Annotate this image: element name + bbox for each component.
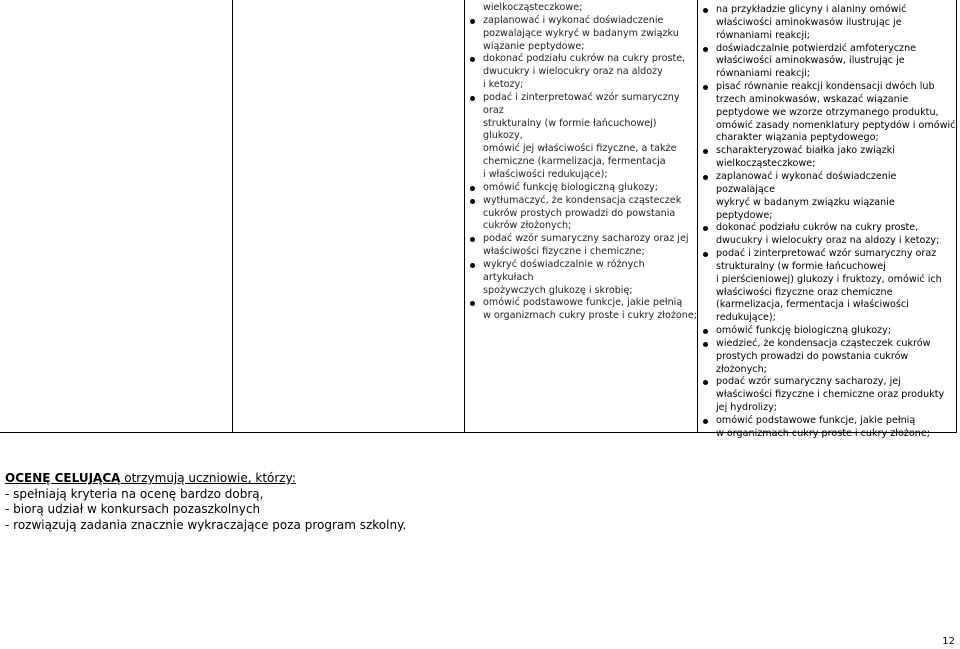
bullet-icon (703, 149, 708, 154)
bullet-icon (703, 226, 708, 231)
bullet-icon (470, 96, 475, 101)
list-item (465, 92, 697, 182)
middle-column-list (465, 15, 697, 323)
grade-section (5, 471, 406, 533)
list-item-text: doświadczalnie potwierdzić amfoteryczne właściwości aminokwasów, ilustrując je równaniami reakcji; (716, 42, 917, 80)
list-item-text: podać wzór sumaryczny sacharozy oraz jej właściwości fizyczne i chemiczne; (483, 233, 689, 258)
list-item-text: scharakteryzować białka jako związki wielkocząsteczkowe; (716, 145, 895, 170)
list-item (698, 338, 956, 377)
list-item (465, 233, 697, 259)
grade-heading-rest: otrzymują uczniowie, którzy: (120, 471, 296, 485)
list-item (698, 376, 956, 415)
list-item-text: omówić podstawowe funkcje, jakie pełnią w organizmach cukry proste i cukry złożone; (716, 415, 930, 439)
bullet-icon (703, 342, 708, 347)
list-item (465, 182, 697, 195)
list-item (465, 15, 697, 54)
right-column (698, 4, 956, 441)
list-item-text: podać i zinterpretować wzór sumaryczny oraz strukturalny (w formie łańcuchowej) glukozy, omówić jej właściwości fizyczne, a także chemiczne (karmelizacja, fermentacja i właściwości redukujące); (483, 91, 680, 180)
table-divider-left (232, 0, 233, 433)
list-item-text: podać wzór sumaryczny sacharozy, jej właściwości fizyczne i chemiczne oraz produkty jej hydrolizy; (716, 376, 945, 414)
list-item (698, 4, 956, 43)
page-number: 12 (942, 636, 955, 647)
bullet-icon (470, 186, 475, 191)
list-item (698, 222, 956, 248)
list-item (465, 297, 697, 323)
list-item-text: pisać równanie reakcji kondensacji dwóch lub trzech aminokwasów, wskazać wiązanie peptydowe we wzorze otrzymanego produktu, omówić zasady nomenklatury peptydów i omówić charakter wiązania peptydowego; (716, 81, 956, 144)
bullet-icon (470, 263, 475, 268)
list-item-text: wiedzieć, że kondensacja cząsteczek cukrów prostych prowadzi do powstania cukrów złożonych; (716, 337, 931, 375)
list-item (698, 43, 956, 82)
bullet-icon (703, 85, 708, 90)
list-item-text: dokonać podziału cukrów na cukry proste, dwucukry i wielocukry oraz na aldozy i ketozy; (483, 53, 686, 91)
list-item (698, 145, 956, 171)
grade-heading (5, 471, 406, 487)
bullet-icon (703, 329, 708, 334)
bullet-icon (703, 252, 708, 257)
list-item (465, 195, 697, 234)
grade-name: OCENĘ CELUJĄCĄ (5, 471, 121, 485)
bullet-icon (470, 19, 475, 24)
list-item-text: omówić funkcję biologiczną glukozy; (483, 181, 659, 193)
list-item (698, 171, 956, 222)
list-item (698, 81, 956, 145)
list-item (698, 248, 956, 325)
list-item (698, 415, 956, 441)
list-item (465, 53, 697, 92)
middle-column (465, 2, 697, 323)
right-column-list (698, 4, 956, 441)
list-item-text: podać i zinterpretować wzór sumaryczny oraz strukturalny (w formie łańcuchowej i pierścieniowej) glukozy i fruktozy, omówić ich właściwości fizyczne oraz chemiczne (karmelizacja, fermentacja i właściwości redukujące); (716, 248, 942, 324)
bullet-icon (470, 237, 475, 242)
list-item-text: omówić podstawowe funkcje, jakie pełnią w organizmach cukry proste i cukry złożone; (483, 297, 697, 322)
list-item-text: wytłumaczyć, że kondensacja cząsteczek cukrów prostych prowadzi do powstania cukrów złożonych; (483, 194, 682, 232)
bullet-icon (703, 419, 708, 424)
list-item-text: na przykładzie glicyny i alaniny omówić właściwości aminokwasów ilustrując je równaniami reakcji; (716, 4, 907, 41)
grade-line: - spełniają kryteria na ocenę bardzo dobrą, (5, 486, 264, 501)
grade-line: - biorą udział w konkursach pozaszkolnych (5, 502, 261, 516)
bullet-icon (703, 380, 708, 385)
bullet-icon (470, 301, 475, 306)
bullet-icon (470, 57, 475, 62)
bullet-icon (703, 47, 708, 52)
list-item (698, 325, 956, 338)
middle-column-intro: wielkocząsteczkowe; (483, 2, 583, 13)
list-item-text: omówić funkcję biologiczną glukozy; (716, 325, 892, 337)
bullet-icon (703, 175, 708, 180)
grade-line: - rozwiązują zadania znacznie wykraczające poza program szkolny. (5, 517, 407, 532)
list-item (465, 259, 697, 298)
bullet-icon (703, 8, 708, 13)
list-item-text: dokonać podziału cukrów na cukry proste, dwucukry i wielocukry oraz na aldozy i ketozy; (716, 222, 940, 247)
list-item-text: zaplanować i wykonać doświadczenie pozwalające wykryć w badanym związku wiązanie peptydowe; (716, 170, 897, 221)
bullet-icon (470, 199, 475, 204)
list-item-text: wykryć doświadczalnie w różnych artykułach spożywczych glukozę i skrobię; (483, 258, 645, 296)
list-item-text: zaplanować i wykonać doświadczenie pozwalające wykryć w badanym związku wiązanie peptydowe; (483, 14, 679, 52)
